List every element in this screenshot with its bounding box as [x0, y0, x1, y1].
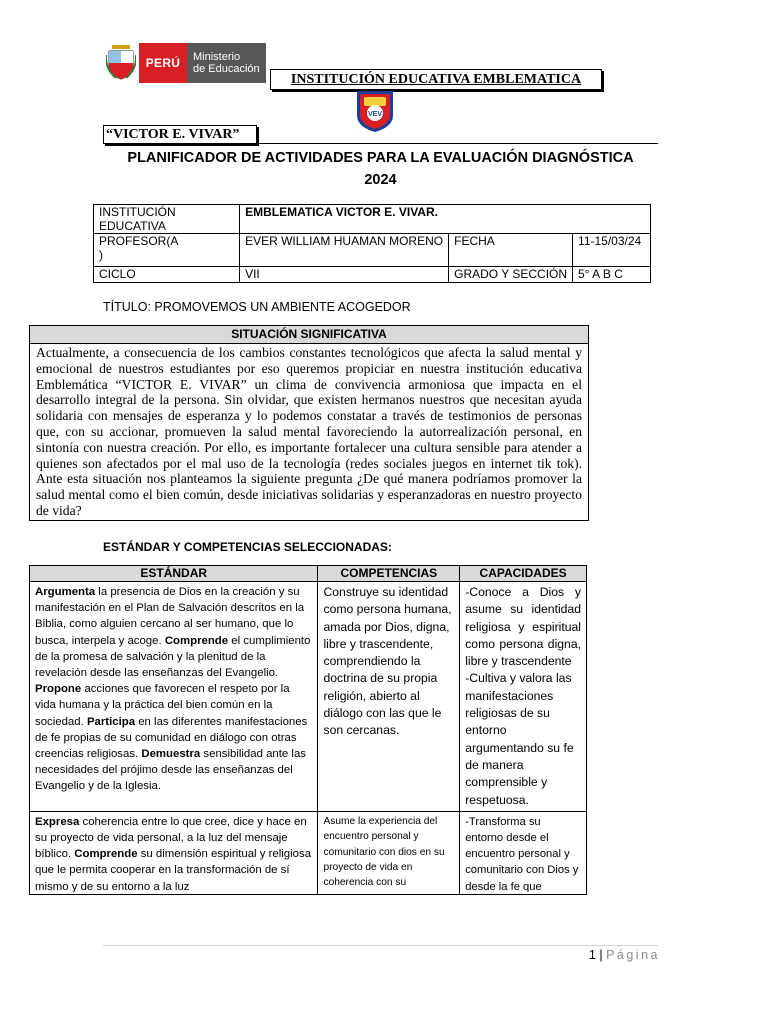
- capacidad-item: -Conoce a Dios y asume su identidad religiosa y espiritual como persona digna, libre y trascendente: [465, 585, 581, 669]
- keyword-comprende: Comprende: [164, 634, 229, 647]
- footer-separator: |: [599, 948, 603, 962]
- profesor-label-line-2: ): [99, 248, 103, 262]
- header-capacidades: CAPACIDADES: [460, 566, 587, 582]
- header-estandar: ESTÁNDAR: [30, 566, 318, 582]
- standards-table: [29, 565, 587, 895]
- competencia-cell: Construye su identidad como persona humana, amada por Dios, digna, libre y trascendente, comprendiendo la doctrina de su propia religión, abierto al diálogo con las que le son cercanas.: [318, 582, 460, 812]
- ministry-line-2: de Educación: [193, 63, 260, 75]
- school-logo-text: VEV: [367, 111, 383, 118]
- ministry-line-1: Ministerio: [193, 51, 241, 63]
- table-row: [30, 582, 587, 812]
- info-table: [93, 204, 651, 283]
- school-crest-icon: [354, 89, 396, 133]
- keyword-expresa: Expresa: [35, 815, 80, 828]
- situacion-box: [29, 325, 589, 521]
- page-title: [103, 147, 658, 191]
- estandar-text: en las diferentes manifestaciones de fe propias de su comunidad en diálogo con otras creencias religiosas.: [35, 715, 308, 761]
- estandar-text: el cumplimiento de la promesa de salvación y la plenitud de la revelación desde las enseñanzas del Evangelio.: [35, 634, 311, 680]
- ciclo-label: CICLO: [94, 267, 240, 283]
- institucion-value: EMBLEMATICA VICTOR E. VIVAR.: [240, 205, 651, 234]
- grado-label: GRADO Y SECCIÓN: [449, 267, 573, 283]
- capacidad-item: -Cultiva y valora las manifestaciones religiosas de su entorno argumentando su fe de manera comprensible y respetuosa.: [465, 671, 574, 807]
- page-number: 1: [588, 948, 596, 962]
- header-divider: [103, 143, 658, 144]
- profesor-value: EVER WILLIAM HUAMAN MORENO: [245, 234, 444, 248]
- estandar-text: acciones que favorecen el respeto por la vida humana y la práctica del bien común en la sociedad.: [35, 683, 290, 728]
- capacidad-cell: [460, 582, 587, 812]
- institution-heading: INSTITUCIÓN EDUCATIVA EMBLEMATICA: [270, 69, 602, 90]
- keyword-participa: Participa: [86, 715, 136, 728]
- situacion-heading: SITUACIÓN SIGNIFICATIVA: [30, 326, 588, 344]
- competencia-cell: [318, 811, 460, 894]
- ministry-label: [187, 43, 266, 83]
- page-title-line-1: PLANIFICADOR DE ACTIVIDADES PARA LA EVALUACIÓN DIAGNÓSTICA: [127, 150, 634, 166]
- estandar-heading: ESTÁNDAR Y COMPETENCIAS SELECCIONADAS:: [103, 540, 392, 554]
- header-competencias: COMPETENCIAS: [318, 566, 460, 582]
- table-row: [30, 811, 587, 894]
- institucion-label: INSTITUCIÓN EDUCATIVA: [94, 205, 240, 234]
- school-name: “VICTOR E. VIVAR”: [103, 125, 257, 144]
- keyword-argumenta: Argumenta: [35, 586, 96, 598]
- capacidad-cell: [460, 811, 587, 894]
- page-title-line-2: 2024: [364, 172, 397, 188]
- estandar-text: sensibilidad ante las necesidades del prójimo desde las enseñanzas del Evangelio y de la Iglesia.: [35, 748, 306, 793]
- activity-title: TÍTULO: PROMOVEMOS UN AMBIENTE ACOGEDOR: [103, 300, 411, 314]
- peru-coat-of-arms-icon: [103, 43, 139, 83]
- estandar-text: la presencia de Dios en la creación y su manifestación en el Plan de Salvación descritos en la Biblia, como alguien cercano al ser humano, que lo busca, interpela y acoge.: [35, 586, 305, 647]
- estandar-cell: [30, 582, 318, 812]
- capacidad-item: -Transforma su entorno desde el encuentro personal y comunitario con Dios y desde la fe que: [465, 815, 579, 892]
- ciclo-value: VII: [240, 267, 449, 283]
- estandar-text: coherencia entre lo que cree, dice y hace en su proyecto de vida personal, a la luz del mensaje bíblico.: [35, 815, 307, 861]
- fecha-label: FECHA: [449, 234, 573, 267]
- situacion-text: Actualmente, a consecuencia de los cambios constantes tecnológicos que afecta la salud mental y emocional de nuestros estudiantes por eso queremos propiciar en nuestra institución educativa Emblemática “VICTOR E. VIVAR” un clima de convivencia armoniosa que impacta en el desarrollo integral de la persona. Sin olvidar, que existen hermanos nuestros que necesitan ayuda solidaria con mensajes de esperanza y lo podemos constatar a través de testimonios de personas que, con su accionar, promueven la salud mental favoreciendo la autorrealización personal, en sintonía con nuestra creación. Por ello, es importante fortalecer una cultura sensible para atender a quienes son afectados por el mal uso de la tecnología (redes sociales juegos en internet tik tok). Ante esta situación nos planteamos la siguiente pregunta ¿De qué manera podríamos promover la salud mental como el bien común, desde iniciativas solidarias y esperanzadoras en nuestro proyecto de vida?: [36, 345, 582, 518]
- keyword-propone: Propone: [35, 683, 82, 696]
- fecha-value: 11-15/03/24: [573, 234, 651, 267]
- peru-label: PERÚ: [139, 43, 187, 83]
- page-footer: [560, 948, 660, 962]
- keyword-demuestra: Demuestra: [141, 748, 201, 761]
- profesor-label-line-1: PROFESOR(A: [99, 234, 179, 248]
- profesor-value-cell: [240, 234, 449, 267]
- competencia-text: Asume la experiencia del encuentro personal y comunitario con dios en su proyecto de vida en coherencia con su: [323, 815, 445, 889]
- estandar-cell: [30, 811, 318, 894]
- footer-divider: [103, 945, 658, 946]
- minedu-logo: [103, 43, 266, 83]
- estandar-text: su dimensión espiritual y religiosa que le permita cooperar en la transformación de sí mismo y de su entorno a la luz: [35, 848, 312, 892]
- keyword-comprende: Comprende: [74, 848, 138, 861]
- grado-value: 5° A B C: [573, 267, 651, 283]
- page-word: Página: [606, 948, 660, 962]
